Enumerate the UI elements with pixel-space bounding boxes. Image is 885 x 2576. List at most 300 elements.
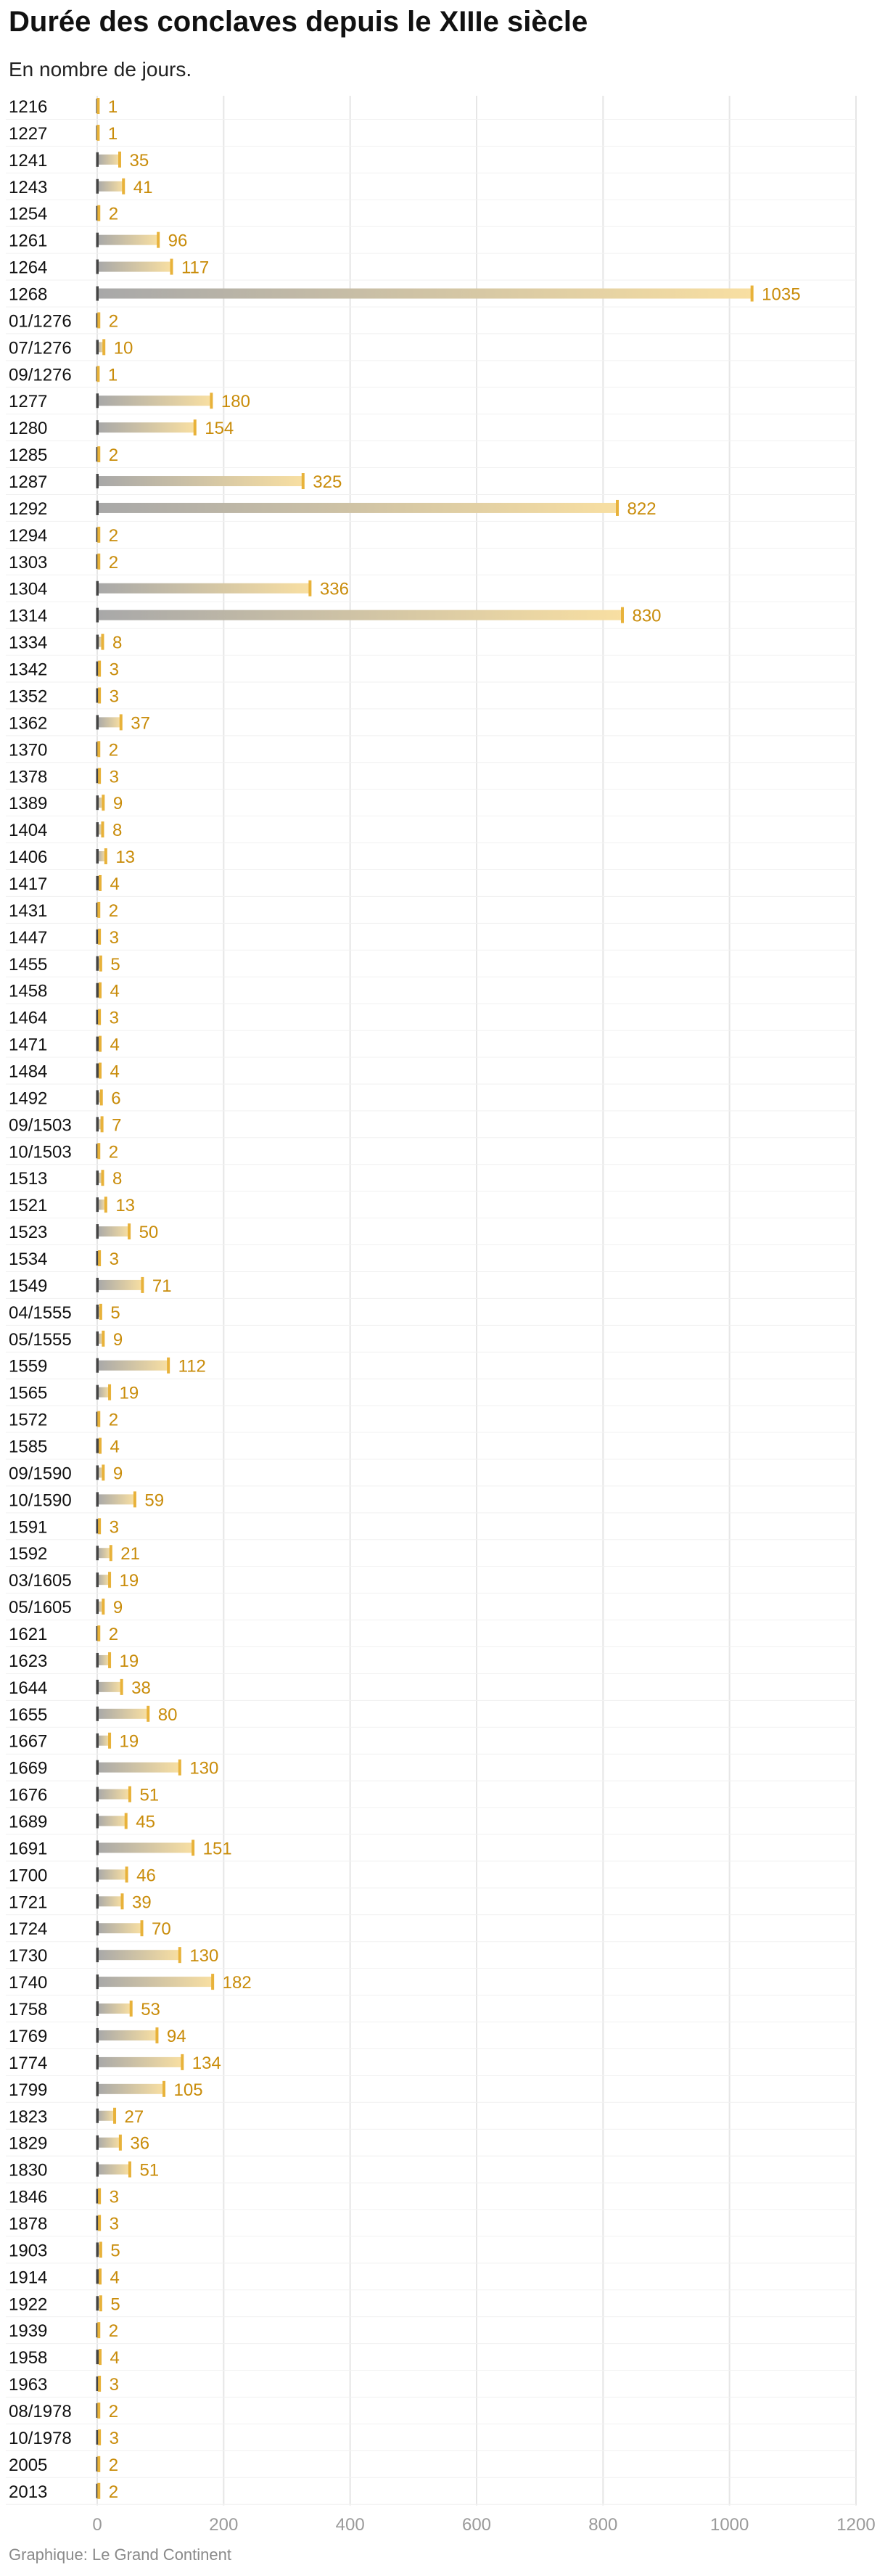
value-label: 2 [108,901,119,921]
category-label: 1227 [9,123,48,144]
value-label: 2 [108,1625,119,1645]
bar-end-cap [192,1839,194,1855]
bar-start-marker [96,876,99,890]
bar [97,1280,142,1290]
category-label: 01/1276 [9,311,72,332]
bar-end-cap [141,1920,144,1936]
category-label: 07/1276 [9,338,72,358]
bar [97,1575,110,1585]
value-label: 9 [112,1329,123,1350]
bar-end-cap [122,179,125,194]
value-label: 1 [107,97,118,117]
bar [97,1869,126,1879]
category-label: 1492 [9,1088,48,1109]
value-label: 94 [166,2026,186,2046]
bar-end-cap [125,1866,128,1882]
bar-start-marker [96,715,99,729]
category-label: 1830 [9,2160,48,2181]
category-label: 1963 [9,2375,48,2395]
bar-end-cap [155,2027,158,2043]
bar [97,1950,179,1960]
bar-start-marker [96,983,99,998]
bar-start-marker [96,1867,99,1882]
value-label: 2 [108,525,119,546]
bar-end-cap [125,1813,128,1829]
bar-end-cap [101,1170,104,1186]
value-label: 4 [110,2348,120,2368]
value-label: 2 [108,2482,119,2502]
value-label: 39 [131,1892,152,1913]
category-label: 1667 [9,1731,48,1752]
bar-end-cap [108,1733,111,1749]
category-label: 1241 [9,150,48,171]
bar-start-marker [96,1492,99,1506]
bar [97,1842,193,1853]
category-label: 1769 [9,2026,48,2046]
value-label: 2 [108,1142,119,1162]
category-label: 1370 [9,740,48,760]
category-label: 1559 [9,1356,48,1377]
category-label: 1644 [9,1678,48,1698]
value-label: 7 [112,1115,122,1136]
bar-end-cap [210,393,213,409]
category-label: 1549 [9,1276,48,1296]
bar [97,2003,131,2014]
value-label: 8 [112,821,123,841]
bar-end-cap [167,1358,170,1374]
bar-end-cap [98,1518,101,1534]
value-label: 51 [139,1785,160,1805]
bar-end-cap [97,2322,100,2338]
value-label: 4 [110,1062,120,1082]
value-label: 151 [202,1839,232,1859]
bar-end-cap [99,983,102,998]
value-label: 50 [139,1223,159,1243]
bar-start-marker [96,2109,99,2123]
bar-end-cap [211,1974,214,1990]
bar-start-marker [96,581,99,596]
value-label: 130 [189,1758,219,1779]
category-label: 1740 [9,1973,48,1993]
bar-start-marker [96,420,99,435]
bar [97,1709,148,1719]
bar-start-marker [96,152,99,167]
category-label: 1669 [9,1758,48,1779]
bar [97,2057,182,2067]
category-label: 1216 [9,97,48,117]
bar [97,610,622,620]
bar-end-cap [102,339,105,355]
bar-end-cap [157,232,160,248]
bar-end-cap [102,1464,104,1480]
bar-end-cap [98,929,101,945]
value-label: 9 [112,1464,123,1484]
x-tick-label: 200 [209,2514,239,2535]
bar-end-cap [147,1706,149,1722]
category-label: 05/1605 [9,1598,72,1618]
bar-start-marker [96,1170,99,1185]
bar-end-cap [97,527,100,543]
bar-end-cap [102,1331,104,1347]
bar-end-cap [99,1062,102,1078]
value-label: 10 [113,338,133,358]
bar [97,1682,121,1692]
bar-start-marker [96,1305,99,1319]
value-label: 2 [108,446,119,466]
value-label: 2 [108,2321,119,2342]
value-label: 4 [110,1035,120,1055]
bar-end-cap [616,500,619,516]
category-label: 09/1276 [9,365,72,385]
bar-start-marker [96,2296,99,2310]
bar-start-marker [96,2350,99,2364]
bar-start-marker [96,1760,99,1775]
bar-end-cap [99,2241,102,2257]
bar-start-marker [96,2136,99,2150]
bar-end-cap [133,1491,136,1507]
value-label: 5 [110,2294,120,2315]
category-label: 1406 [9,848,48,868]
bar-end-cap [98,1250,101,1266]
category-label: 1264 [9,258,48,278]
bar-end-cap [162,2081,165,2097]
bar [97,1816,125,1826]
bar-end-cap [98,2215,101,2231]
bar [97,1896,122,1906]
category-label: 1621 [9,1625,48,1645]
x-tick-label: 400 [335,2514,365,2535]
value-label: 53 [141,2000,160,2020]
value-label: 130 [189,1946,219,1966]
category-label: 1431 [9,901,48,921]
value-label: 1035 [762,284,801,305]
bar-start-marker [96,287,99,301]
bar-start-marker [96,1840,99,1855]
bar-start-marker [96,1465,99,1480]
x-tick-label: 800 [588,2514,618,2535]
category-label: 1730 [9,1946,48,1966]
category-label: 1903 [9,2241,48,2261]
value-label: 325 [313,472,342,493]
bar-end-cap [751,286,754,302]
bar-end-cap [97,1143,100,1159]
category-label: 1846 [9,2187,48,2207]
category-label: 1513 [9,1169,48,1189]
bar-end-cap [99,1438,102,1454]
value-label: 4 [110,981,120,1001]
value-label: 36 [130,2133,150,2154]
bar-start-marker [96,1385,99,1400]
value-label: 45 [136,1812,155,1832]
bar-start-marker [96,2028,99,2043]
category-label: 1304 [9,579,48,599]
bar-start-marker [96,1439,99,1453]
value-label: 3 [109,2375,119,2395]
category-label: 1585 [9,1437,48,1457]
value-label: 3 [109,660,119,680]
category-label: 1521 [9,1196,48,1216]
bar [97,1736,110,1746]
category-label: 1254 [9,204,48,224]
bar-end-cap [100,1089,103,1105]
category-label: 1268 [9,284,48,305]
value-label: 2 [108,740,119,760]
value-label: 1 [107,365,118,385]
category-label: 1724 [9,1919,48,1940]
category-label: 10/1503 [9,1142,72,1162]
value-label: 830 [632,606,662,626]
bar-end-cap [97,2403,100,2419]
bar-end-cap [96,366,99,382]
category-label: 1303 [9,552,48,573]
value-label: 2 [108,552,119,573]
bar-end-cap [104,1197,107,1213]
bar-end-cap [108,1652,111,1668]
bar [97,181,123,192]
bar-end-cap [128,1223,131,1239]
bar [97,1789,129,1800]
value-label: 5 [110,2241,120,2261]
value-label: 117 [181,258,210,278]
bar [97,1387,110,1398]
bar-end-cap [101,634,104,650]
value-label: 336 [319,579,349,599]
category-label: 1285 [9,446,48,466]
bar-end-cap [101,821,104,837]
value-label: 2 [108,2401,119,2421]
bar-start-marker [96,1546,99,1560]
value-label: 154 [205,419,234,439]
category-label: 1292 [9,499,48,519]
bar-start-marker [96,822,99,837]
category-label: 2013 [9,2482,48,2502]
category-label: 1939 [9,2321,48,2342]
bar-start-marker [96,260,99,274]
value-label: 9 [112,1598,123,1618]
value-label: 3 [109,1517,119,1538]
bar-end-cap [118,152,121,168]
value-label: 180 [221,392,250,412]
bar-end-cap [98,1009,101,1025]
bar [97,717,120,727]
value-label: 21 [120,1544,141,1564]
value-label: 3 [109,767,119,787]
category-label: 04/1555 [9,1303,72,1323]
bar-start-marker [96,1599,99,1614]
bar-end-cap [110,1545,112,1561]
value-label: 70 [152,1919,171,1940]
bar-end-cap [128,1787,131,1802]
bar-start-marker [96,1572,99,1587]
bar-end-cap [99,2295,102,2311]
bar-end-cap [141,1277,144,1293]
value-label: 35 [129,150,149,171]
bar-end-cap [104,848,107,864]
bar-start-marker [96,1707,99,1721]
value-label: 19 [119,1731,139,1752]
bar-end-cap [98,687,101,703]
category-label: 2005 [9,2455,48,2475]
bar-end-cap [120,714,123,730]
bar-end-cap [97,902,100,918]
value-label: 3 [109,2187,119,2207]
category-label: 1721 [9,1892,48,1913]
chart-subtitle: En nombre de jours. [9,58,192,81]
bar-start-marker [96,1090,99,1104]
bar-start-marker [96,2162,99,2177]
category-label: 1243 [9,177,48,197]
bar-start-marker [96,635,99,649]
category-label: 1878 [9,2214,48,2234]
bar [97,2138,120,2148]
value-label: 13 [115,1196,136,1216]
category-label: 1691 [9,1839,48,1859]
bar [97,235,158,245]
value-label: 5 [110,1303,120,1323]
value-label: 19 [119,1651,139,1671]
category-label: 1352 [9,686,48,707]
category-label: 10/1978 [9,2428,72,2448]
bar [97,583,310,594]
category-label: 1523 [9,1223,48,1243]
bar-end-cap [98,2189,101,2204]
bar-start-marker [96,795,99,810]
bar-end-cap [98,661,101,677]
category-label: 1280 [9,419,48,439]
category-label: 1334 [9,633,48,653]
category-label: 1958 [9,2348,48,2368]
value-label: 41 [133,177,153,197]
bar-start-marker [96,2242,99,2257]
chart-title: Durée des conclaves depuis le XIIIe siècle [9,6,588,38]
bar-end-cap [102,1599,104,1615]
bar-end-cap [178,1947,181,1963]
category-label: 1484 [9,1062,48,1082]
value-label: 13 [115,848,136,868]
category-label: 1342 [9,660,48,680]
bar-start-marker [96,1063,99,1078]
value-label: 19 [119,1571,139,1591]
value-label: 8 [112,633,123,653]
category-label: 1592 [9,1544,48,1564]
category-label: 1294 [9,525,48,546]
bar-end-cap [98,768,101,784]
bar-end-cap [178,1760,181,1776]
bar-end-cap [97,2456,100,2472]
value-label: 4 [110,2268,120,2288]
bar-start-marker [96,956,99,971]
category-label: 1464 [9,1008,48,1028]
category-label: 1655 [9,1705,48,1725]
bar-end-cap [97,312,100,328]
bar [97,1655,110,1665]
bar [97,2165,129,2175]
value-label: 51 [139,2160,160,2181]
bar-start-marker [96,1814,99,1829]
value-label: 2 [108,204,119,224]
bar-end-cap [98,2429,101,2445]
bar [97,1361,168,1371]
category-label: 1829 [9,2133,48,2154]
bar-end-cap [99,2268,102,2284]
value-label: 80 [157,1705,178,1725]
value-label: 1 [107,123,118,144]
bar-start-marker [96,1332,99,1346]
value-label: 105 [173,2080,203,2100]
value-label: 3 [109,1249,119,1269]
value-label: 46 [136,1866,156,1886]
bar [97,476,302,486]
bar-start-marker [96,1653,99,1668]
bar-start-marker [96,1680,99,1694]
value-label: 59 [144,1490,165,1511]
category-label: 1314 [9,606,48,626]
value-label: 3 [109,2214,119,2234]
bar-end-cap [97,2483,100,2499]
bar-start-marker [96,2269,99,2284]
bar-start-marker [96,474,99,488]
value-label: 4 [110,874,120,894]
value-label: 134 [192,2053,221,2073]
value-label: 19 [119,1383,139,1403]
value-label: 822 [627,499,656,519]
value-label: 27 [124,2107,144,2127]
x-tick-label: 1000 [709,2514,749,2535]
bar-end-cap [97,741,100,757]
bar-start-marker [96,2001,99,2016]
value-label: 4 [110,1437,120,1457]
bar-end-cap [181,2054,184,2070]
bar-end-cap [99,1304,102,1320]
category-label: 08/1978 [9,2401,72,2421]
bar-end-cap [97,1411,100,1427]
category-label: 1455 [9,954,48,975]
bar-end-cap [97,205,100,221]
bar [97,503,617,513]
bar-end-cap [302,473,305,489]
value-label: 3 [109,686,119,707]
value-label: 8 [112,1169,123,1189]
category-label: 1914 [9,2268,48,2288]
bar [97,289,752,299]
bar [97,2084,164,2094]
bar [97,1494,134,1504]
bar-start-marker [96,1358,99,1373]
bar-end-cap [194,419,197,435]
category-label: 1378 [9,767,48,787]
category-label: 1277 [9,392,48,412]
value-label: 96 [168,231,188,251]
category-label: 1261 [9,231,48,251]
bar-start-marker [96,1734,99,1748]
category-label: 05/1555 [9,1329,72,1350]
bar-start-marker [96,179,99,194]
value-label: 3 [109,1008,119,1028]
bar-start-marker [96,1948,99,1962]
x-tick-label: 0 [92,2514,102,2535]
bar-end-cap [97,554,100,570]
bar [97,422,194,432]
bar-end-cap [101,1116,104,1132]
bar-end-cap [113,2108,116,2124]
bar [97,395,211,406]
category-label: 1458 [9,981,48,1001]
bar-start-marker [96,1787,99,1802]
bar-start-marker [96,340,99,354]
value-label: 2 [108,1410,119,1430]
bar-end-cap [128,2162,131,2178]
bar-end-cap [308,581,311,596]
